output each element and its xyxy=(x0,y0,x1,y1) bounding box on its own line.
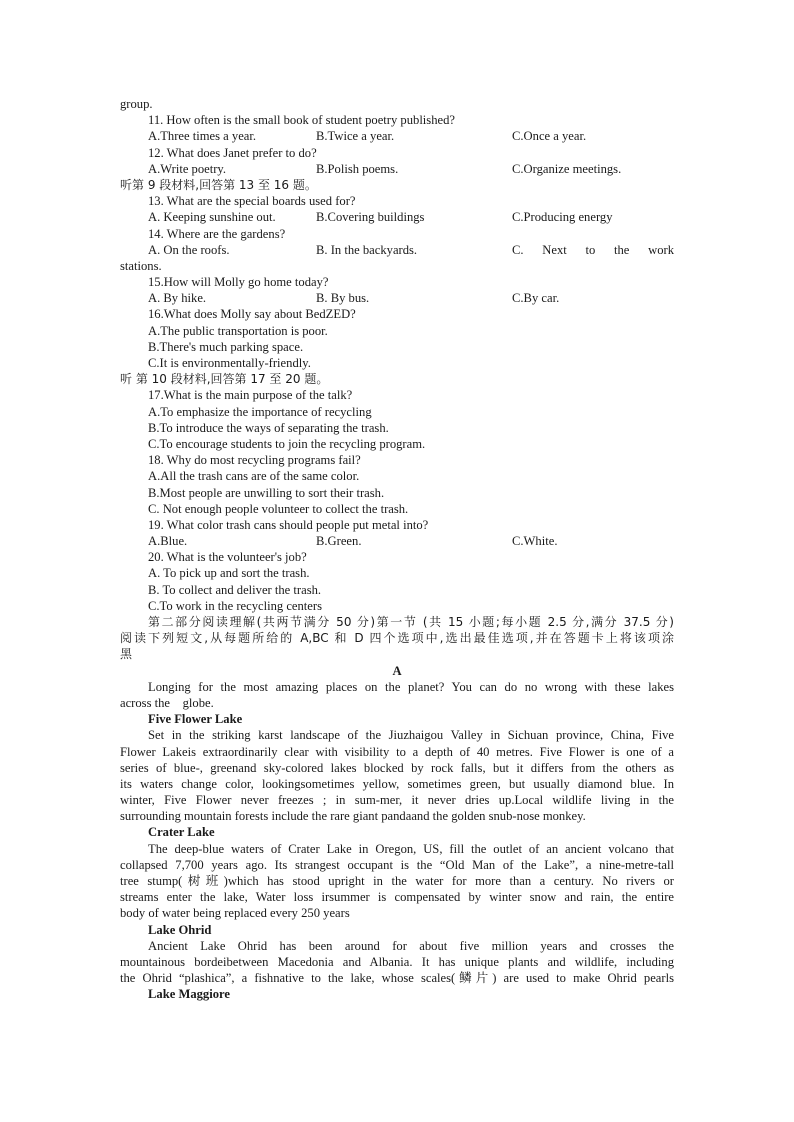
question-17: 17.What is the main purpose of the talk? xyxy=(148,388,353,403)
paragraph-line: The deep-blue waters of Crater Lake in Oregon, US, fill the outlet of an ancient volcano that xyxy=(148,841,674,856)
option-c-continued: stations. xyxy=(120,258,162,273)
option-a: A.The public transportation is poor. xyxy=(148,323,328,338)
option-c: C. Next to the work xyxy=(512,242,674,257)
paragraph-line: surrounding mountain forests include the rare giant pandaand the golden snub-nose monkey. xyxy=(120,809,586,824)
intro-line-2: across the globe. xyxy=(120,695,214,710)
option-b: B.To introduce the ways of separating the trash. xyxy=(148,420,389,435)
paragraph-line: collapsed 7,700 years ago. Its strangest occupant is the “Old Man of the Lake”, a nine-metre-tall xyxy=(120,857,674,872)
paragraph-line: winter, Five Flower never freezes ; in sum-mer, it never dries up.Local wildlife living in the xyxy=(120,793,674,808)
lake-title-crater: Crater Lake xyxy=(148,825,215,840)
lake-title-maggiore: Lake Maggiore xyxy=(148,987,230,1002)
part-two-instruction-end: 黑 xyxy=(120,647,133,662)
options-14 xyxy=(120,242,674,258)
part-two-instruction: 阅读下列短文,从每题所给的 A,BC 和 D 四个选项中,选出最佳选项,并在答题卡上将该项涂 xyxy=(120,631,674,646)
question-19: 19. What color trash cans should people put metal into? xyxy=(148,517,429,532)
question-16: 16.What does Molly say about BedZED? xyxy=(148,307,356,322)
options-19 xyxy=(120,533,674,549)
paragraph-line: Set in the striking karst landscape of the Jiuzhaigou Valley in Sichuan province, China, Five xyxy=(148,728,674,743)
paragraph-line: the Ohrid “plashica”, a fishnative to the lake, whose scales(鳞片) are used to make Ohrid pearls xyxy=(120,971,674,986)
lake-title-ohrid: Lake Ohrid xyxy=(148,922,212,937)
section-instruction-9: 听第 9 段材料,回答第 13 至 16 题。 xyxy=(120,177,317,192)
option-a: A.Blue. xyxy=(148,534,188,549)
option-a: A. Keeping sunshine out. xyxy=(148,210,276,225)
option-b: B.Covering buildings xyxy=(316,210,425,225)
lead-text: group. xyxy=(120,97,153,111)
question-20: 20. What is the volunteer's job? xyxy=(148,550,307,565)
question-12: 12. What does Janet prefer to do? xyxy=(148,145,317,160)
option-b: B.Green. xyxy=(316,534,362,549)
option-b: B. To collect and deliver the trash. xyxy=(148,582,322,597)
option-a: A. On the roofs. xyxy=(148,242,230,257)
paragraph-line: its waters change color, lookingsometimes yellow, sometimes green, but usually diamond blue. In xyxy=(120,776,674,791)
options-11 xyxy=(120,128,674,144)
question-14: 14. Where are the gardens? xyxy=(148,226,286,241)
question-13: 13. What are the special boards used for? xyxy=(148,194,356,209)
option-c: C.It is environmentally-friendly. xyxy=(148,356,311,370)
option-a: A.All the trash cans are of the same color. xyxy=(148,469,360,484)
options-12 xyxy=(120,161,674,177)
option-c: C.Organize meetings. xyxy=(512,161,622,176)
question-11: 11. How often is the small book of student poetry published? xyxy=(148,113,455,128)
question-15: 15.How will Molly go home today? xyxy=(148,275,329,290)
options-15 xyxy=(120,290,674,306)
paragraph-line: mountainous bordeibetween Macedonia and Albania. It has unique plants and wildlife, including xyxy=(120,954,674,969)
option-b: B.There's much parking space. xyxy=(148,339,304,354)
option-b: B.Polish poems. xyxy=(316,161,399,176)
option-a: A. By hike. xyxy=(148,291,207,306)
question-18: 18. Why do most recycling programs fail? xyxy=(148,453,361,468)
option-c: C.By car. xyxy=(512,291,560,306)
intro-line-1: Longing for the most amazing places on the planet? You can do no wrong with these lakes xyxy=(148,679,674,694)
option-b: B.Twice a year. xyxy=(316,129,395,144)
option-c: C. Not enough people volunteer to collect the trash. xyxy=(148,501,409,516)
option-b: B. By bus. xyxy=(316,291,370,306)
paragraph-line: tree stump(树班)which has stood upright in the water for more than a century. No rivers or xyxy=(120,874,674,888)
option-b: B. In the backyards. xyxy=(316,242,418,257)
option-a: A.Three times a year. xyxy=(148,129,257,144)
option-c: C.To encourage students to join the recycling program. xyxy=(148,436,426,451)
options-13 xyxy=(120,209,674,225)
passage-label: A xyxy=(392,663,402,678)
option-a: A. To pick up and sort the trash. xyxy=(148,566,310,581)
paragraph-line: Ancient Lake Ohrid has been around for about five million years and crosses the xyxy=(148,938,674,953)
option-a: A.Write poetry. xyxy=(148,161,227,176)
document-page xyxy=(120,96,674,1003)
option-c: C.To work in the recycling centers xyxy=(148,598,322,613)
option-c: C.Once a year. xyxy=(512,129,587,144)
option-a: A.To emphasize the importance of recycling xyxy=(148,404,372,419)
part-two-heading: 第二部分阅读理解(共两节满分 50 分)第一节 (共 15 小题;每小题 2.5 分,满分 37.5 分) xyxy=(148,615,674,629)
option-b: B.Most people are unwilling to sort their trash. xyxy=(148,485,385,500)
paragraph-line: streams enter the lake, Water loss irsummer is compensated by winter snow and rain, the entire xyxy=(120,890,674,905)
option-c: C.Producing energy xyxy=(512,210,613,225)
paragraph-line: Flower Lakeis extraordinarily clear with visibility to a depth of 40 metres. Five Flower is one of a xyxy=(120,744,674,759)
section-instruction-10: 听 第 10 段材料,回答第 17 至 20 题。 xyxy=(120,372,329,387)
lake-title-five-flower: Five Flower Lake xyxy=(148,712,243,727)
paragraph-line: body of water being replaced every 250 years xyxy=(120,906,350,921)
paragraph-line: series of blue-, greenand sky-colored lakes blocked by rock falls, but it differs from the others as xyxy=(120,760,674,775)
option-c: C.White. xyxy=(512,534,558,549)
